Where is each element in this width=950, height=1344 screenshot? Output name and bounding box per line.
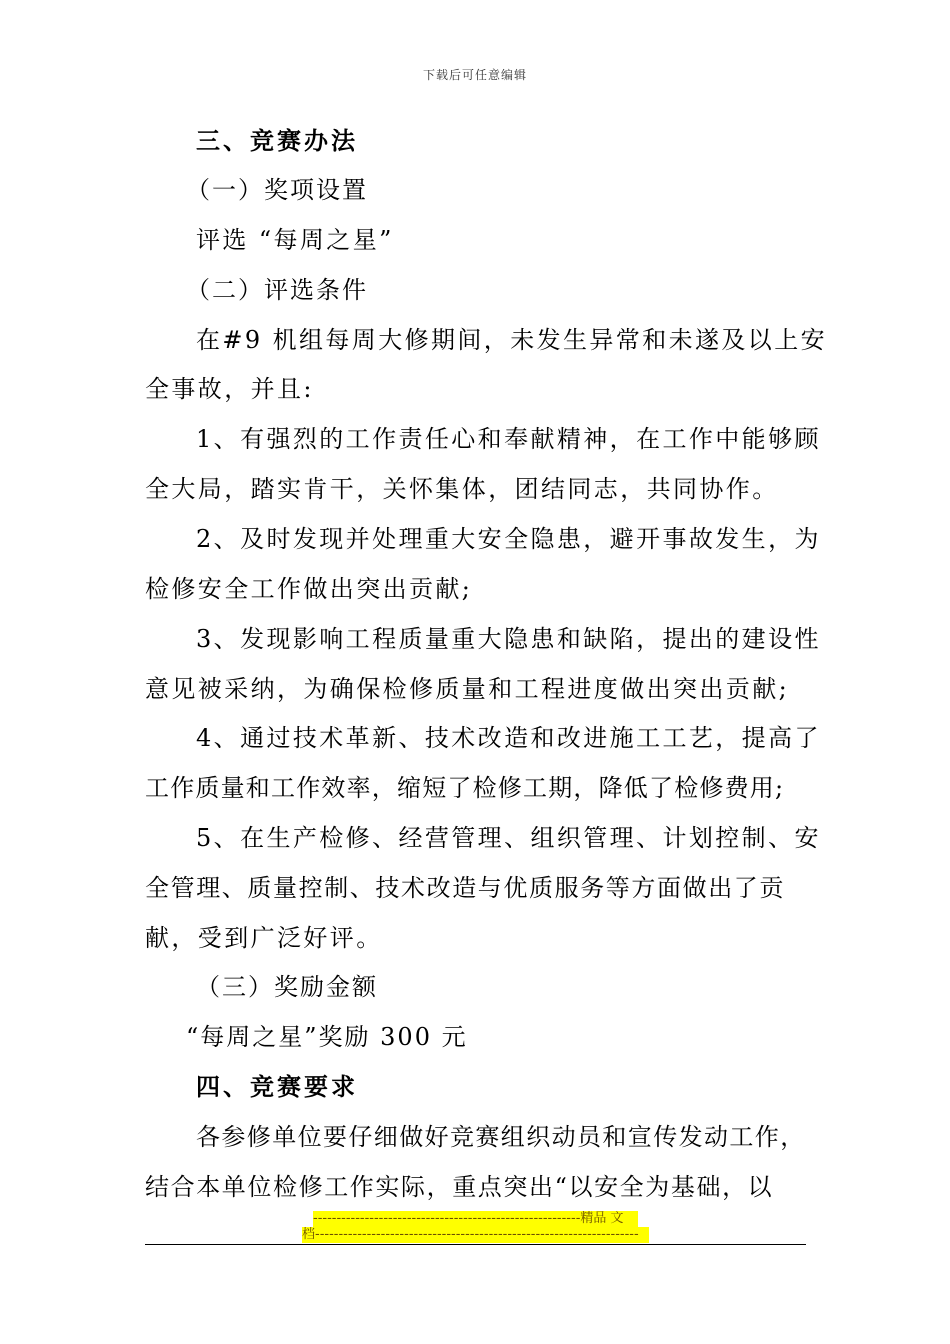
paragraph-line: 献，受到广泛好评。	[145, 924, 383, 952]
criteria-item-4: 4、通过技术革新、技术改造和改进施工工艺，提高了	[196, 724, 821, 752]
section-heading-competition-method: 三、竞赛办法	[196, 126, 358, 155]
criteria-item-2: 2、及时发现并处理重大安全隐患，避开事故发生，为	[196, 525, 821, 553]
paragraph-line: 工作质量和工作效率，缩短了检修工期，降低了检修费用;	[145, 774, 785, 802]
paragraph-line: 结合本单位检修工作实际，重点突出“以安全为基础，以	[145, 1173, 774, 1201]
criteria-item-3: 3、发现影响工程质量重大隐患和缺陷，提出的建设性	[196, 625, 821, 653]
paragraph-line: 意见被采纳，为确保检修质量和工程进度做出突出贡献;	[145, 675, 790, 703]
subsection-reward-amount: （三）奖励金额	[196, 973, 378, 1001]
paragraph-line: 各参修单位要仔细做好竞赛组织动员和宣传发动工作，	[196, 1123, 806, 1151]
footer-divider	[145, 1244, 806, 1245]
header-note: 下载后可任意编辑	[422, 68, 527, 82]
subsection-selection-criteria: （二）评选条件	[186, 276, 368, 304]
paragraph-line: 评选 “每周之星”	[196, 226, 394, 254]
footer-watermark-line-1: ---------------------------------------------------------精品 文	[313, 1211, 638, 1227]
criteria-item-1: 1、有强烈的工作责任心和奉献精神，在工作中能够顾	[196, 425, 821, 453]
paragraph-line: 检修安全工作做出突出贡献;	[145, 575, 473, 603]
paragraph-line: 全大局，踏实肯干，关怀集体，团结同志，共同协作。	[145, 475, 779, 503]
section-heading-competition-requirements: 四、竞赛要求	[196, 1072, 358, 1101]
paragraph-line: 在#9 机组每周大修期间，未发生异常和未遂及以上安	[196, 326, 828, 354]
criteria-item-5: 5、在生产检修、经营管理、组织管理、计划控制、安	[196, 824, 821, 852]
subsection-award-setup: （一）奖项设置	[186, 176, 368, 204]
paragraph-line: 全事故，并且:	[145, 375, 314, 403]
paragraph-line: 全管理、质量控制、技术改造与优质服务等方面做出了贡	[145, 874, 785, 902]
footer-watermark-line-2: 档---------------------------------------------------------------------	[302, 1227, 649, 1243]
paragraph-line: “每周之星”奖励 300 元	[186, 1023, 468, 1051]
